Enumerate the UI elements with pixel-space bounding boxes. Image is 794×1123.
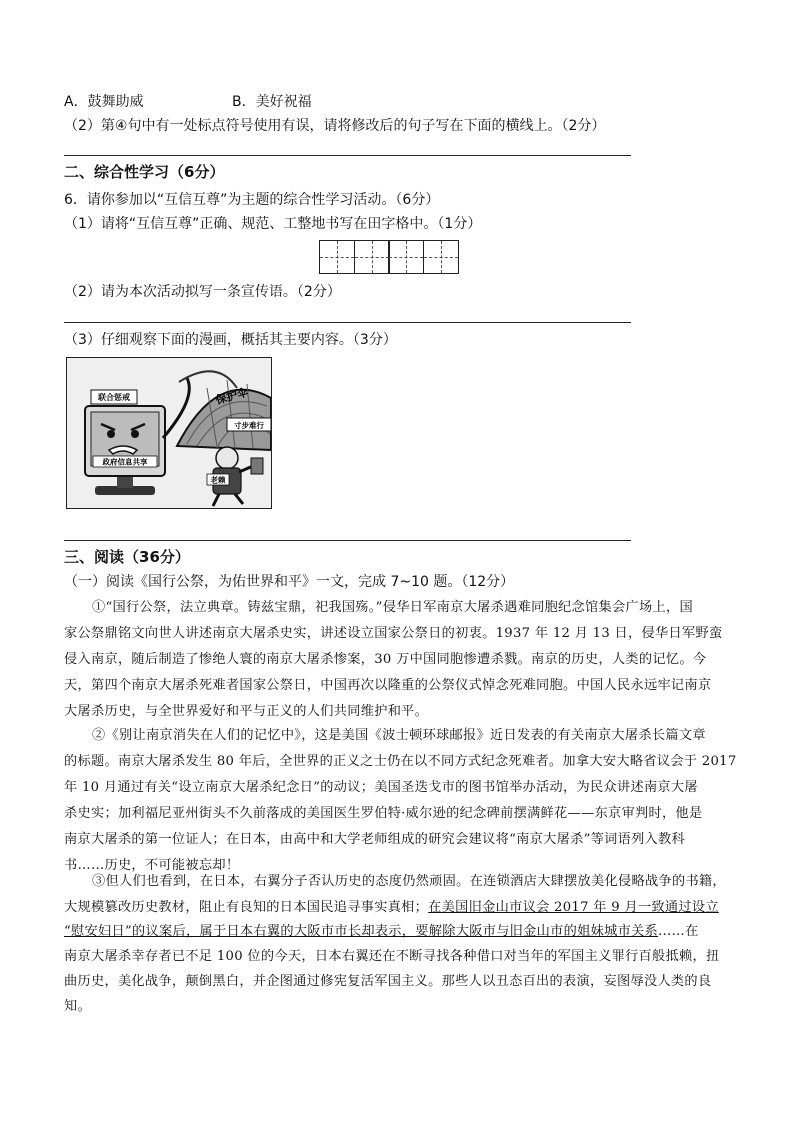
tianzige-cell [388,240,424,274]
cartoon-person-label: 老赖 [210,475,226,485]
reading-intro: （一）阅读《国行公祭，为佑世界和平》一文，完成 7~10 题。（12分） [64,574,515,590]
tianzige-grid [320,240,459,274]
paragraph-1-line: 天，第四个南京大屠杀死难者国家公祭日，中国再次以隆重的公祭仪式悼念死难同胞。中国人民永远牢记南京 [64,678,712,693]
paragraph-2-line: 南京大屠杀的第一位证人；在日本，由高中和大学老师组成的研究会建议将“南京大屠杀”等词语列入教科 [64,832,686,847]
cartoon-drawing [67,358,272,509]
paragraph-3-line: 曲历史，美化战争，颠倒黑白，并企图通过修宪复活军国主义。那些人以丑态百出的表演，妄图辱没人类的良 [64,974,712,989]
cartoon-umbrella-label: 保护伞 [214,385,250,407]
cartoon-top-label: 联合惩戒 [98,393,130,402]
paragraph-3-text: ……在 [658,924,699,939]
cartoon-sign-label: 寸步难行 [234,421,264,430]
q6-prompt: 6．请你参加以“互信互尊”为主题的综合性学习活动。（6分） [64,192,440,208]
paragraph-3-line [64,898,719,918]
paragraph-2-line: 年 10 月通过有关“设立南京大屠杀纪念日”的动议；美国圣迭戈市的图书馆举办活动，为民众讲述南京大屠 [64,780,698,795]
paragraph-3-line [64,922,699,942]
tianzige-cell [423,240,459,274]
paragraph-1-line: 大屠杀历史，与全世界爱好和平与正义的人们共同维护和平。 [64,704,429,719]
tianzige-cell [319,240,355,274]
option-a: A．鼓舞助威 [64,94,144,110]
option-b: B．美好祝福 [232,94,312,110]
paragraph-2-line: 的标题。南京大屠杀发生 80 年后，全世界的正义之士仍在以不同方式纪念死难者。加拿大安大略省议会于 2017 [64,754,737,769]
paragraph-1-line: ①“国行公祭，法立典章。铸兹宝鼎，祀我国殇。”侵华日军南京大屠杀遇难同胞纪念馆集会广场上，国 [92,600,693,615]
paragraph-1-line: 家公祭鼎铭文向世人讲述南京大屠杀史实，讲述设立国家公祭日的初衷。1937 年 12 月 13 日，侵华日军野蛮 [64,626,723,641]
section2-heading: 二、综合性学习（6分） [64,163,225,181]
q6-sub1: （1）请将“互信互尊”正确、规范、工整地书写在田字格中。（1分） [64,216,482,232]
underlined-sentence: 在美国旧金山市议会 2017 年 9 月一致通过设立 [428,900,719,915]
q6-sub3: （3）仔细观察下面的漫画，概括其主要内容。（3分） [64,332,397,348]
section3-heading: 三、阅读（36分） [64,548,190,566]
paragraph-2-line: 杀史实；加利福尼亚州街头不久前落成的美国医生罗伯特·威尔逊的纪念碑前摆满鲜花——东京审判时，他是 [64,806,703,821]
answer-line [64,155,631,156]
cartoon-illustration [66,357,272,509]
answer-line [64,322,631,323]
paragraph-2-line: 书……历史，不可能被忘却！ [64,858,240,873]
underlined-sentence: “慰安妇日”的议案后，属于日本右翼的大阪市市长却表示，要解除大阪市与旧金山市的姐妹城市关系 [64,924,659,939]
q5-sub2: （2）第④句中有一处标点符号使用有误，请将修改后的句子写在下面的横线上。（2分） [64,118,606,134]
paragraph-3-line: 知。 [64,999,91,1014]
paragraph-1-line: 侵入南京，随后制造了惨绝人寰的南京大屠杀惨案，30 万中国同胞惨遭杀戮。南京的历史，人类的记忆。今 [64,652,707,667]
paragraph-3-line: ③但人们也看到，在日本，右翼分子否认历史的态度仍然顽固。在连锁酒店大肆摆放美化侵略战争的书籍， [92,874,726,889]
paragraph-3-text: 大规模篡改历史教材，阻止有良知的日本国民追寻事实真相； [64,900,429,915]
q6-sub2: （2）请为本次活动拟写一条宣传语。（2分） [64,284,341,300]
paragraph-3-line: 南京大屠杀幸存者已不足 100 位的今天，日本右翼还在不断寻找各种借口对当年的军国主义罪行百般抵赖，扭 [64,949,720,964]
cartoon-screen-label: 政府信息共享 [102,457,148,467]
tianzige-cell [354,240,390,274]
paragraph-2-line: ②《别让南京消失在人们的记忆中》，这是美国《波士顿环球邮报》近日发表的有关南京大屠杀长篇文章 [92,728,706,743]
answer-line [64,540,631,541]
